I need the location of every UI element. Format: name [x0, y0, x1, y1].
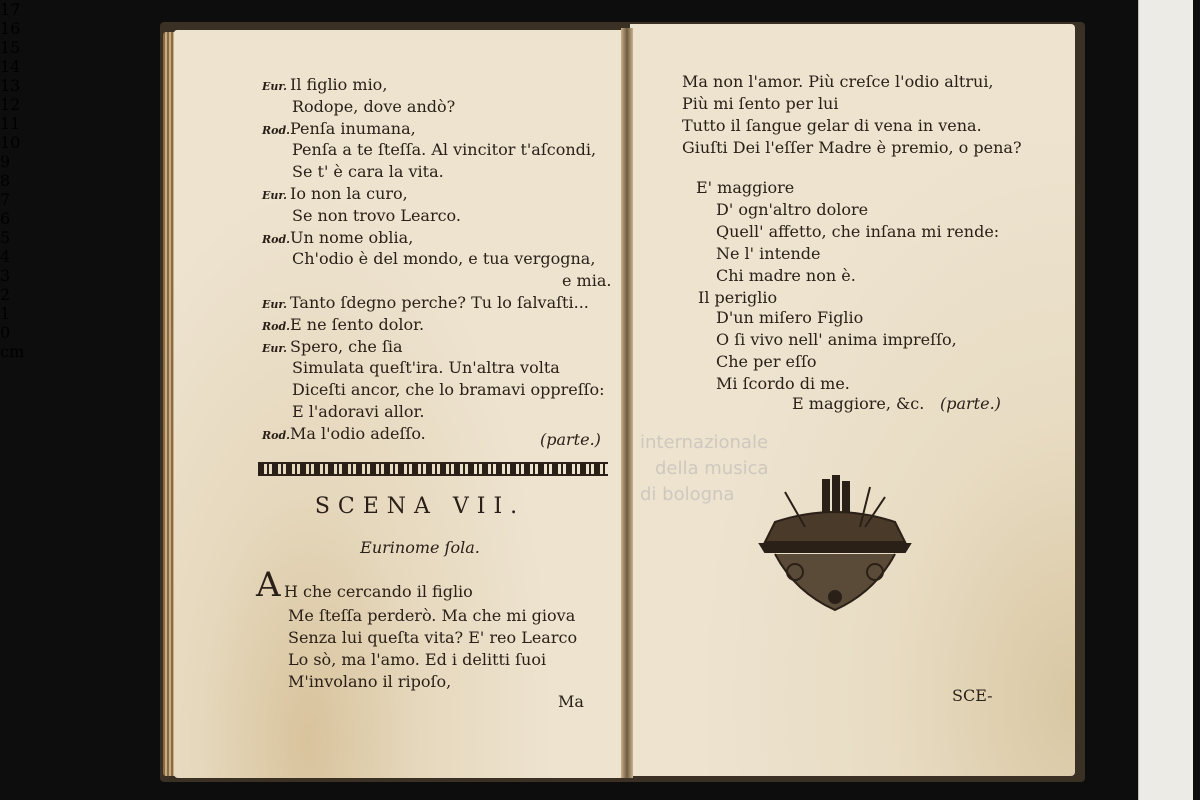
ruler-number: 11 — [0, 114, 21, 133]
drop-cap: A — [256, 565, 281, 605]
ornamental-divider — [258, 462, 608, 476]
stage-direction-right: (parte.) — [940, 394, 1001, 413]
dialogue-line: Io non la curo, — [290, 184, 408, 203]
speaker-label: Rod. — [262, 232, 290, 246]
aria-verse-line: Che per eſſo — [716, 352, 817, 371]
measuring-ruler — [1138, 0, 1193, 800]
aria-first-line: H che cercando il figlio — [284, 582, 473, 601]
dialogue-line: Spero, che ſia — [290, 336, 403, 356]
dialogue-line: Ch'odio è del mondo, e tua vergogna, — [292, 249, 596, 269]
aria-verse-line: Chi madre non è. — [716, 266, 856, 285]
ruler-number: 3 — [0, 266, 11, 285]
ruler-number: 9 — [0, 152, 11, 171]
aria-verse-line: Giuſti Dei l'eſſer Madre è premio, o pena? — [682, 138, 1022, 157]
aria-verse-line: D'un miſero Figlio — [716, 308, 864, 327]
speaker-label: Rod. — [262, 428, 290, 442]
dialogue-line: Penſa inumana, — [290, 118, 416, 138]
aria-verse-line: Quell' affetto, che inſana mi rende: — [716, 222, 1000, 241]
speaker-label: Eur. — [262, 341, 287, 355]
scene-title: SCENA VII. — [314, 494, 526, 519]
dialogue-line: Se non trovo Learco. — [292, 205, 461, 225]
dialogue-line: e mia. — [562, 271, 612, 291]
aria-line: Me ſteſſa perderò. Ma che mi giova — [288, 606, 576, 625]
aria-verse-line: Più mi ſento per lui — [682, 94, 839, 113]
aria-verse-line: O ſi vivo nell' anima impreſſo, — [716, 330, 957, 349]
ruler-number: 17 — [0, 0, 21, 19]
speaker-label: Eur. — [262, 189, 287, 202]
dialogue-line: E ne ſento dolor. — [290, 314, 425, 334]
dialogue-line: E l'adoravi allor. — [292, 402, 425, 421]
ruler-number: 12 — [0, 95, 21, 114]
aria-verse-line: Mi ſcordo di me. — [716, 374, 850, 393]
woodcut-ornament-icon — [755, 472, 915, 617]
aria-line: M'involano il ripoſo, — [288, 672, 452, 691]
speaker-label: Eur. — [262, 298, 287, 311]
speaker-label: Rod. — [262, 123, 290, 137]
ruler-number: 13 — [0, 76, 21, 95]
book-gutter — [621, 28, 633, 778]
aria-verse-line: D' ogn'altro dolore — [716, 200, 869, 219]
catchword-right: SCE- — [952, 686, 993, 705]
aria-verse-line: E' maggiore — [696, 178, 795, 197]
aria-verse-line: E maggiore, &c. — [792, 394, 925, 413]
library-watermark-2: della musica — [655, 458, 769, 479]
ruler-number: 10 — [0, 133, 21, 152]
ruler-number: 5 — [0, 228, 11, 247]
dialogue-line: Se t' è cara la vita. — [292, 162, 444, 182]
aria-line: Senza lui queſta vita? E' reo Learco — [288, 628, 578, 647]
aria-verse-line: Il periglio — [698, 288, 778, 307]
dialogue-line: Ma l'odio adeſſo. — [290, 423, 426, 443]
speaker-label: Rod. — [262, 319, 290, 333]
dialogue-line: Rodope, dove andò? — [292, 96, 456, 116]
dialogue-line: Penſa a te ſteſſa. Al vincitor t'aſcondi, — [292, 140, 597, 160]
ruler-number: 6 — [0, 209, 11, 228]
ruler-number: 15 — [0, 38, 21, 57]
dialogue-line: Diceſti ancor, che lo bramavi oppreſſo: — [292, 380, 605, 400]
ruler-number: 4 — [0, 247, 11, 266]
aria-verse-line: Tutto il ſangue gelar di vena in vena. — [682, 116, 982, 135]
speaker-label: Eur. — [262, 80, 287, 93]
ruler-number: 8 — [0, 171, 11, 190]
dialogue-line: Tanto ſdegno perche? Tu lo ſalvaſti... — [290, 293, 589, 312]
library-watermark-3: di bologna — [640, 484, 735, 505]
scene-subtitle: Eurinome ſola. — [360, 538, 480, 557]
ruler-number: 2 — [0, 285, 11, 304]
aria-verse-line: Ma non l'amor. Più creſce l'odio altrui, — [682, 72, 994, 91]
ruler-number: 14 — [0, 57, 21, 76]
ruler-number: 1 — [0, 304, 11, 323]
dialogue-line: Simulata queſt'ira. Un'altra volta — [292, 358, 560, 378]
aria-line: Lo sò, ma l'amo. Ed i delitti ſuoi — [288, 650, 547, 669]
dialogue-line: Un nome oblia, — [290, 227, 414, 247]
library-watermark-1: internazionale — [640, 432, 769, 453]
catchword-left: Ma — [558, 692, 584, 711]
stage-direction-left: (parte.) — [540, 430, 601, 449]
ruler-unit: 0 cm — [0, 323, 25, 361]
aria-verse-line: Ne l' intende — [716, 244, 821, 263]
dialogue-line: Il figlio mio, — [290, 75, 388, 94]
ruler-number: 7 — [0, 190, 11, 209]
ruler-number: 16 — [0, 19, 21, 38]
